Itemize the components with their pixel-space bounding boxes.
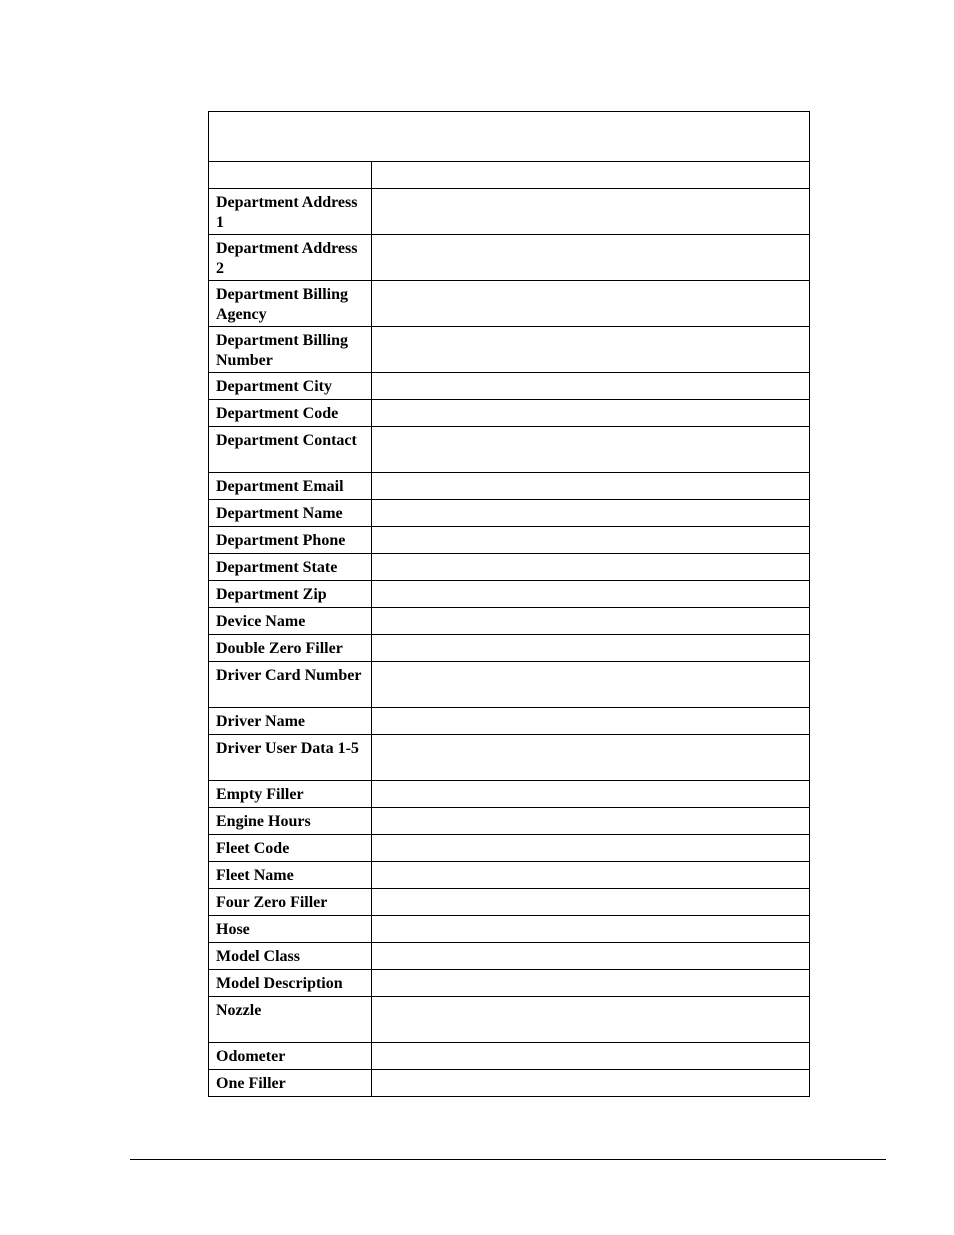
row-value-cell [372, 997, 810, 1043]
row-value-cell [372, 373, 810, 400]
table-row [209, 608, 810, 635]
row-value [372, 281, 809, 287]
row-value-cell [372, 554, 810, 581]
header-value [372, 162, 809, 168]
row-value-cell [372, 970, 810, 997]
table-title [209, 112, 809, 118]
header-label [209, 162, 371, 168]
row-value [372, 235, 809, 241]
table-row [209, 916, 810, 943]
row-value [372, 527, 809, 533]
row-label: Model Description [216, 975, 343, 992]
row-value-cell [372, 835, 810, 862]
row-value-cell [372, 662, 810, 708]
row-value [372, 581, 809, 587]
row-label-cell [209, 708, 372, 735]
row-value [372, 970, 809, 976]
row-label-cell [209, 327, 372, 373]
row-label-cell [209, 427, 372, 473]
row-label: Department Billing Agency [216, 286, 348, 323]
row-label-cell [209, 662, 372, 708]
row-label-cell [209, 943, 372, 970]
row-label-cell [209, 581, 372, 608]
row-label: Department Billing Number [216, 332, 348, 369]
table-row [209, 708, 810, 735]
row-value-cell [372, 473, 810, 500]
row-value-cell [372, 708, 810, 735]
table-row [209, 554, 810, 581]
row-label: Hose [216, 921, 250, 938]
row-label: Odometer [216, 1048, 286, 1065]
row-label: Department City [216, 378, 332, 395]
table-row [209, 997, 810, 1043]
row-value-cell [372, 781, 810, 808]
table-row [209, 781, 810, 808]
row-label-cell [209, 373, 372, 400]
row-value [372, 500, 809, 506]
row-label: Department Email [216, 478, 344, 495]
row-label-cell [209, 554, 372, 581]
row-value-cell [372, 500, 810, 527]
row-value [372, 889, 809, 895]
table-header-row [209, 162, 810, 189]
row-label: Empty Filler [216, 786, 304, 803]
row-value-cell [372, 235, 810, 281]
table-row [209, 327, 810, 373]
row-label: Department Phone [216, 532, 346, 549]
row-value-cell [372, 527, 810, 554]
row-value-cell [372, 327, 810, 373]
row-value-cell [372, 189, 810, 235]
row-label-cell [209, 500, 372, 527]
row-label: Department Contact [216, 432, 357, 449]
row-value [372, 735, 809, 741]
row-label-cell [209, 527, 372, 554]
row-value-cell [372, 862, 810, 889]
table-row [209, 500, 810, 527]
table-row [209, 862, 810, 889]
row-label-cell [209, 473, 372, 500]
row-label: Department Name [216, 505, 343, 522]
row-label-cell [209, 970, 372, 997]
footer-rule [130, 1159, 886, 1160]
row-label-cell [209, 400, 372, 427]
table-row [209, 581, 810, 608]
row-value [372, 400, 809, 406]
row-label-cell [209, 889, 372, 916]
row-value-cell [372, 608, 810, 635]
row-label: Driver User Data 1-5 [216, 740, 359, 757]
row-label-cell [209, 835, 372, 862]
row-label-cell [209, 608, 372, 635]
row-value [372, 781, 809, 787]
row-value-cell [372, 581, 810, 608]
row-value [372, 835, 809, 841]
row-value [372, 708, 809, 714]
table-row [209, 635, 810, 662]
row-label-cell [209, 997, 372, 1043]
row-value [372, 608, 809, 614]
row-label: Department Address 1 [216, 194, 358, 231]
row-label: Device Name [216, 613, 306, 630]
row-label-cell [209, 1043, 372, 1070]
table-row [209, 662, 810, 708]
row-label: Double Zero Filler [216, 640, 343, 657]
row-value-cell [372, 281, 810, 327]
row-value-cell [372, 1043, 810, 1070]
row-label: One Filler [216, 1075, 286, 1092]
row-label-cell [209, 235, 372, 281]
row-value [372, 808, 809, 814]
table-row [209, 235, 810, 281]
row-label: Fleet Code [216, 840, 290, 857]
row-label-cell [209, 916, 372, 943]
table-row [209, 281, 810, 327]
row-value [372, 997, 809, 1003]
field-definition-table [208, 111, 810, 1097]
table-row [209, 373, 810, 400]
row-label: Nozzle [216, 1002, 262, 1019]
row-label: Department Zip [216, 586, 327, 603]
table-row [209, 735, 810, 781]
row-value-cell [372, 1070, 810, 1097]
row-label: Engine Hours [216, 813, 311, 830]
row-value-cell [372, 400, 810, 427]
row-value [372, 373, 809, 379]
row-label: Fleet Name [216, 867, 294, 884]
table-row [209, 808, 810, 835]
row-value [372, 554, 809, 560]
header-label-cell [209, 162, 372, 189]
table-row [209, 189, 810, 235]
row-label-cell [209, 808, 372, 835]
table-title-cell [209, 112, 810, 162]
table-row [209, 527, 810, 554]
row-value [372, 473, 809, 479]
table-row [209, 427, 810, 473]
row-label-cell [209, 189, 372, 235]
table-row [209, 970, 810, 997]
row-label: Four Zero Filler [216, 894, 328, 911]
row-label: Department Code [216, 405, 339, 422]
row-value-cell [372, 735, 810, 781]
row-label: Model Class [216, 948, 300, 965]
row-value-cell [372, 427, 810, 473]
row-label-cell [209, 862, 372, 889]
row-label-cell [209, 1070, 372, 1097]
row-value [372, 189, 809, 195]
row-value [372, 427, 809, 433]
row-value [372, 662, 809, 668]
row-value [372, 1070, 809, 1076]
row-value [372, 1043, 809, 1049]
header-value-cell [372, 162, 810, 189]
row-label: Department State [216, 559, 338, 576]
row-value [372, 943, 809, 949]
table-row [209, 943, 810, 970]
table-row [209, 1043, 810, 1070]
table-row [209, 835, 810, 862]
row-value-cell [372, 889, 810, 916]
row-value-cell [372, 943, 810, 970]
row-label: Driver Card Number [216, 667, 362, 684]
row-value-cell [372, 808, 810, 835]
row-value-cell [372, 635, 810, 662]
table-row [209, 473, 810, 500]
row-label-cell [209, 781, 372, 808]
row-value [372, 327, 809, 333]
row-label-cell [209, 735, 372, 781]
row-value-cell [372, 916, 810, 943]
row-value [372, 635, 809, 641]
table-row [209, 1070, 810, 1097]
table-row [209, 400, 810, 427]
row-label-cell [209, 281, 372, 327]
row-value [372, 862, 809, 868]
row-label-cell [209, 635, 372, 662]
row-label: Driver Name [216, 713, 305, 730]
table-row [209, 889, 810, 916]
table-title-row [209, 112, 810, 162]
row-value [372, 916, 809, 922]
row-label: Department Address 2 [216, 240, 358, 277]
